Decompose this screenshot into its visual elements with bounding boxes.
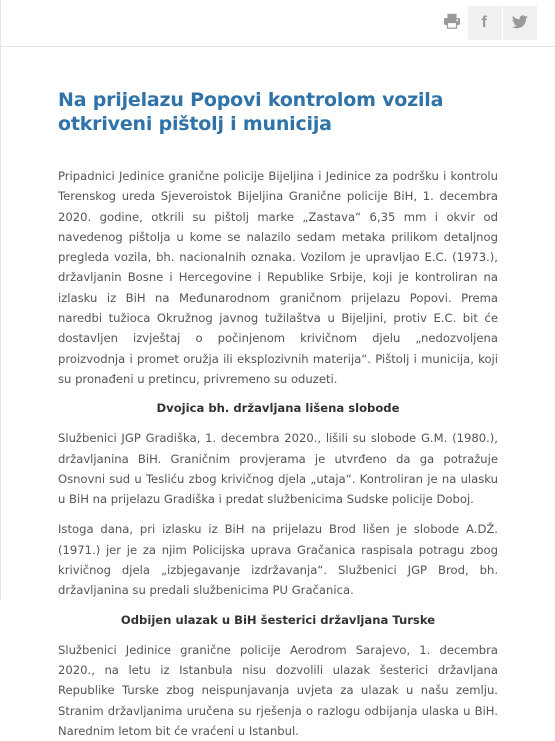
article-lead-paragraph: Pripadnici Jedinice granične policije Bijeljina i Jedinice za podršku i kontrolu Terenskog ureda Sjeveroistok Bijeljina Granične policije BiH, 1. decembra 2020. godine, otkrili su pištolj marke „Zastava“ 6,35 mm i okvir od navedenog pištolja u kome se nalazilo sedam metaka prilikom detaljnog pregleda vozila, bh. nacionalnih oznaka. Vozilom je upravljao E.C. (1973.), državljanin Bosne i Hercegovine i Republike Srbije, koji je kontroliran na izlasku iz BiH na Međunarodnom graničnom prijelazu Popovi. Prema naredbi tužioca Okružnog javnog tužilaštva u Bijeljini, protiv E.C. bit će dostavljen izvještaj o počinjenom krivičnom djelu „nedozvoljena proizvodnja i promet oružja ili eksplozivnih materija“. Pištolj i municija, koji su pronađeni u pretincu, privremeno su oduzeti.: [58, 169, 498, 386]
paragraph-aerodrom: Službenici Jedinice granične policije Aerodrom Sarajevo, 1. decembra 2020., na letu iz Istanbula nisu dozvolili ulazak šesterici državljana Republike Turske zbog neispunjavanja uvjeta za ulazak u našu zemlju. Stranim državljanima uručena su rješenja o razlogu odbijanja ulaska u BiH. Narednim letom bit će vraćeni u Istanbul.: [58, 642, 498, 738]
section-heading-arrests: Dvojica bh. državljana lišena slobode: [156, 401, 400, 416]
facebook-share-button[interactable]: [467, 6, 502, 40]
paragraph-brod: Istoga dana, pri izlasku iz BiH na prijelazu Brod lišen je slobode A.DŽ. (1971.) jer je za njim Policijska uprava Gračanica raspisala potragu zbog krivičnog djela „izbjegavanje izdržavanja“. Službenici JGP Brod, bh. državljanina su predali službenicima PU Gračanica.: [58, 522, 498, 598]
twitter-icon: [512, 14, 528, 33]
section-heading-entry-denied: Odbijen ulazak u BiH šesterici državljana Turske: [120, 612, 436, 627]
svg-text:f: f: [481, 14, 487, 29]
facebook-icon: [478, 13, 492, 33]
twitter-share-button[interactable]: [502, 6, 537, 40]
article-body: [1, 88, 555, 741]
share-toolbar: [1, 0, 555, 47]
printer-icon: [443, 13, 461, 33]
share-buttons: [437, 6, 537, 40]
print-button[interactable]: [437, 6, 467, 40]
article-title: Na prijelazu Popovi kontrolom vozila otkriveni pištolj i municija: [58, 89, 444, 135]
paragraph-gradiska: Službenici JGP Gradiška, 1. decembra 2020., lišili su slobode G.M. (1980.), državljanina BiH. Graničnim provjerama je utvrđeno da ga potražuje Osnovni sud u Tesliću zbog krivičnog djela „utaja“. Kontroliran je na ulasku u BiH na prijelazu Gradiška i predat službenicima Sudske policije Doboj.: [58, 431, 498, 507]
